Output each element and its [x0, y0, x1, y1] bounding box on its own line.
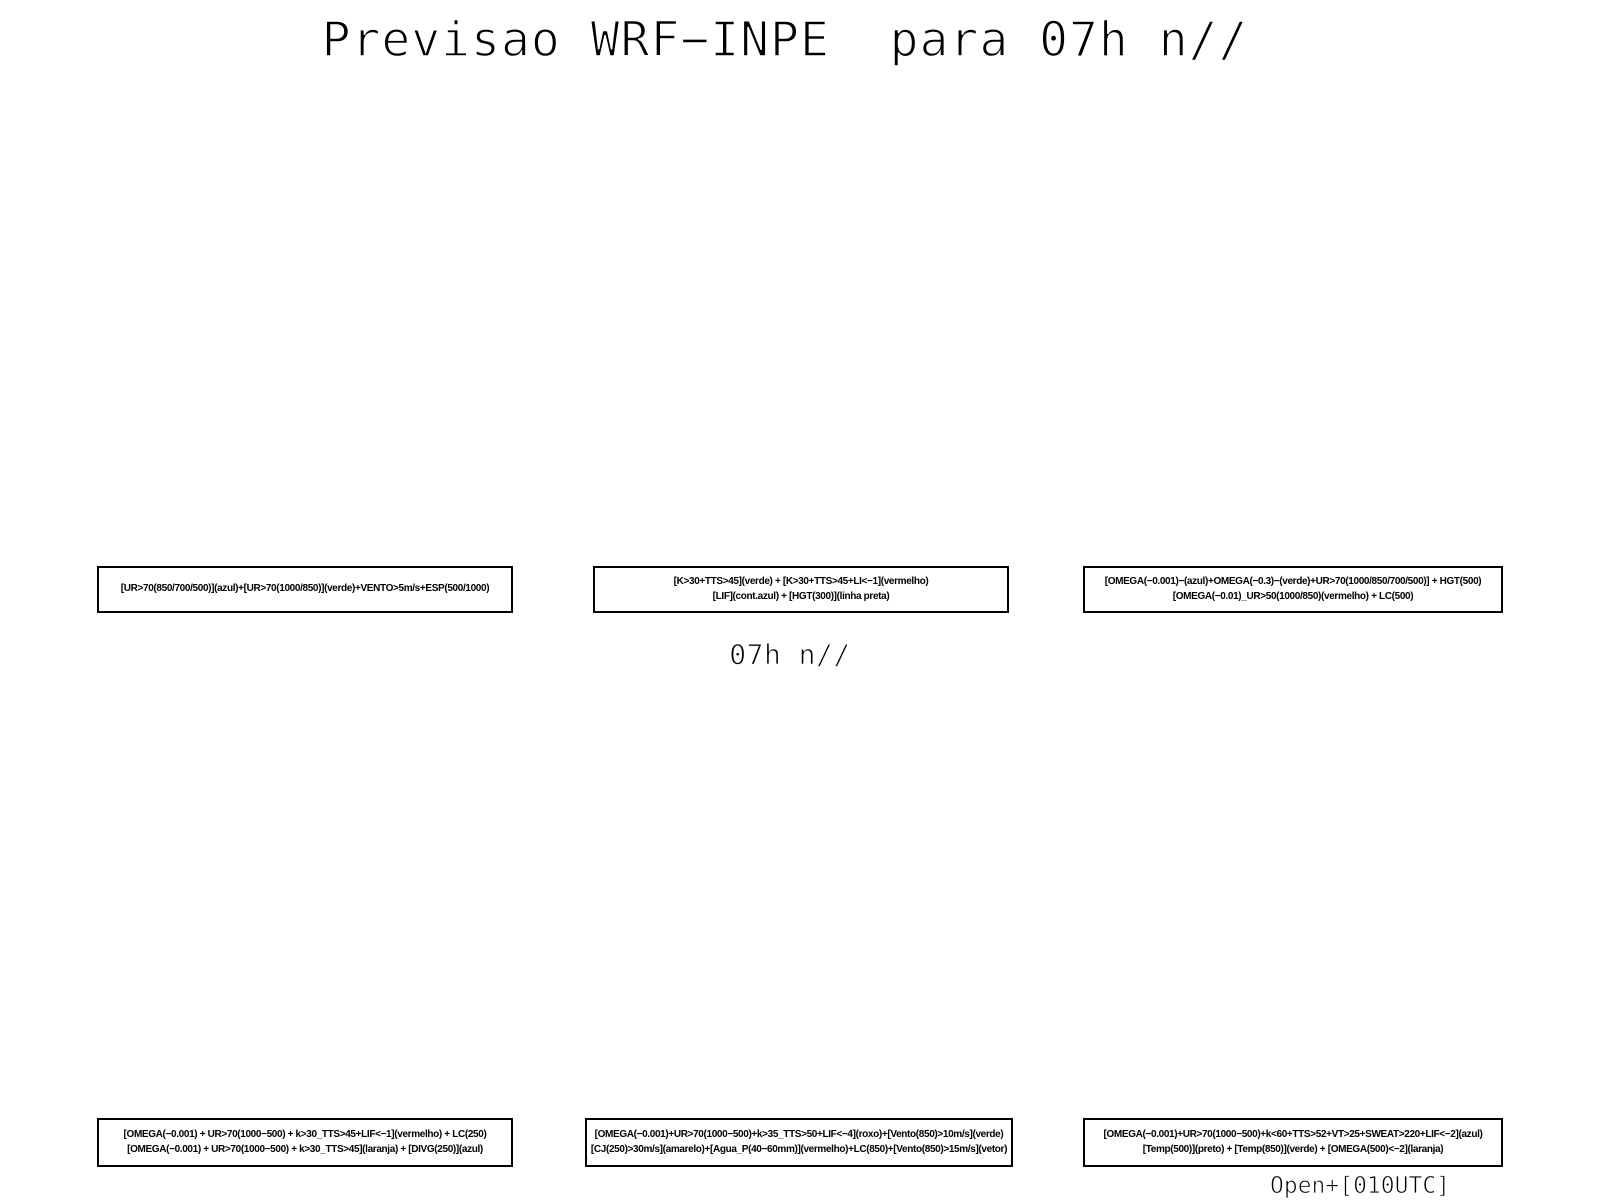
caption-line: [OMEGA(−0.01)_UR>50(1000/850)(vermelho) + LC(500): [1172, 590, 1414, 602]
footer-time-label: Open+[010UTC]: [1270, 1173, 1451, 1199]
caption-line: [Temp(500)](preto) + [Temp(850)](verde) + [OMEGA(500)<−2](laranja): [1142, 1143, 1444, 1155]
caption-line: [UR>70(850/700/500)](azul)+[UR>70(1000/850)](verde)+VENTO>5m/s+ESP(500/1000): [120, 583, 490, 595]
caption-box-top-center: [593, 566, 1009, 613]
caption-line: [LIF](cont.azul) + [HGT(300)](linha preta): [712, 590, 890, 602]
caption-line: [OMEGA(−0.001)−(azul)+OMEGA(−0.3)−(verde)+UR>70(1000/850/700/500)] + HGT(500): [1104, 576, 1482, 587]
caption-box-top-left: [97, 566, 513, 613]
caption-box-bottom-center: [585, 1118, 1013, 1167]
caption-line: [OMEGA(−0.001)+UR>70(1000−500)+k>35_TTS>50+LIF<−4](roxo)+[Vento(850)>10m/s](verde): [594, 1129, 1004, 1140]
caption-line: [K>30+TTS>45](verde) + [K>30+TTS>45+LI<−1](vermelho): [673, 576, 929, 587]
middle-row-title: 07h n//: [729, 638, 851, 671]
caption-box-bottom-right: [1083, 1118, 1503, 1167]
caption-line: [CJ(250)>30m/s](amarelo)+[Agua_P(40−60mm)](vermelho)+LC(850)+[Vento(850)>15m/s](vetor): [590, 1143, 1008, 1155]
caption-line: [OMEGA(−0.001) + UR>70(1000−500) + k>30_TTS>45](laranja) + [DIVG(250)](azul): [127, 1143, 483, 1155]
caption-line: [OMEGA(−0.001)+UR>70(1000−500)+k<60+TTS>52+VT>25+SWEAT>220+LIF<−2](azul): [1103, 1129, 1483, 1140]
page-title: Previsao WRF−INPE para 07h n//: [321, 12, 1249, 68]
caption-box-top-right: [1083, 566, 1503, 613]
caption-line: [OMEGA(−0.001) + UR>70(1000−500) + k>30_TTS>45+LIF<−1](vermelho) + LC(250): [123, 1129, 487, 1140]
caption-box-bottom-left: [97, 1118, 513, 1167]
